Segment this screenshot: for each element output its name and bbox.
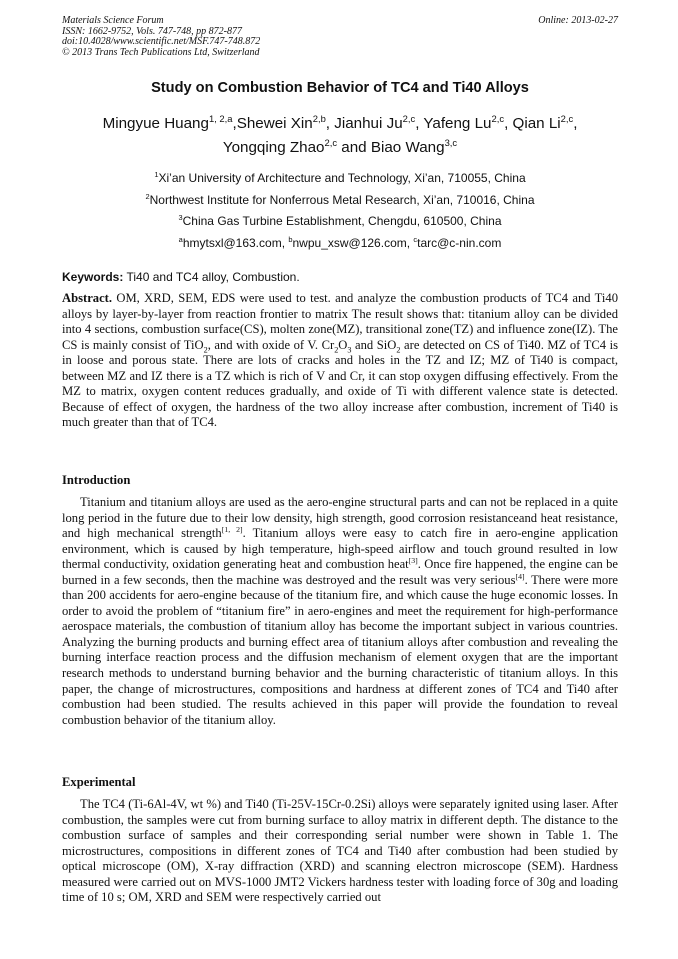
abstract-text: OM, XRD, SEM, EDS were used to test. and analyze the combustion products of TC4 and Ti40 alloys by layer-by-layer from reaction frontier to matrix The result shows that: titanium alloy can be divided into 4 sections, combustion surface(CS), molten zone(MZ), transitional zone(TZ) and influence zone(IZ). The CS is mainly consist of TiO [62, 291, 618, 352]
author-list [62, 112, 618, 160]
author-name: Shewei Xin [236, 115, 313, 132]
author-sup: 2,c [402, 112, 416, 124]
author-name: Biao Wang [370, 139, 445, 156]
author-sep: , [325, 115, 335, 132]
citation: [3] [408, 556, 418, 565]
subscript: 2 [203, 345, 208, 355]
affiliation-text: China Gas Turbine Establishment, Chengdu, 610500, China [182, 214, 502, 229]
online-date: Online: 2013-02-27 [538, 15, 618, 26]
email-sup: b [288, 234, 293, 244]
author-line-1 [62, 112, 618, 136]
author-sup: 2,c [324, 136, 338, 148]
author-sup: 2,c [491, 112, 505, 124]
affiliation-sup: 1 [154, 170, 159, 179]
experimental-text: The TC4 (Ti-6Al-4V, wt %) and Ti40 (Ti-25V-15Cr-0.2Si) alloys were separately ignited using laser. After combustion, the samples were cut from burning surface to alloy matrix in different depth. The distance to the combustion surface of samples and their corresponding serial number were shown in Table 1. The microstructures, compositions in different zones of TC4 and Ti40 after combustion had been studied by optical microscope (OM), X-ray diffraction (XRD) and scanning electron microscope (SEM). Hardness measured were carried out on MVS-1000 JMT2 Vickers hardness tester with loading force of 30g and loading time of 10 s; OM, XRD and SEM were respectively carried out [62, 797, 618, 905]
copyright-line: © 2013 Trans Tech Publications Ltd, Switzerland [62, 46, 260, 58]
intro-text: Titanium and titanium alloys are used as the aero-engine structural parts and can not be replaced in a quite long period in the future due to their low density, high strength, good corrosion resistanceand heat resistance, and high mechanical strength [62, 495, 618, 541]
author-sep: and [337, 139, 371, 156]
author-sep: , [573, 115, 578, 132]
experimental-paragraph [62, 797, 618, 906]
affiliation-list [62, 168, 618, 254]
intro-text: . Titanium alloys were easy to catch fire in aero-engine application environment, which is caused by high temperature, high-speed airflow and touch ground resulted in low thermal conductivity, oxidation generating heat and combustion heat [62, 526, 618, 572]
affiliation-item [62, 211, 618, 233]
keywords [62, 270, 618, 284]
author-name: Yafeng Lu [423, 115, 492, 132]
author-name: Yongqing Zhao [222, 139, 325, 156]
affiliation-item [62, 168, 618, 190]
email-text: nwpu_xsw@126.com, [292, 235, 414, 250]
email-sup: c [413, 234, 418, 244]
author-sup: 2,b [312, 112, 326, 124]
issn-line: ISSN: 1662-9752, Vols. 747-748, pp 872-877 [62, 25, 242, 37]
journal-header [62, 16, 618, 58]
keywords-text: Ti40 and TC4 alloy, Combustion. [126, 270, 300, 284]
abstract [62, 291, 618, 431]
author-sep: , [415, 115, 424, 132]
email-line [62, 233, 618, 255]
doi-line: doi:10.4028/www.scientific.net/MSF.747-748.872 [62, 36, 261, 48]
citation: [1, 2] [221, 524, 243, 534]
intro-text: . There were more than 200 accidents for aero-engine because of the titanium fire, and which cause the huge economic losses. In order to avoid the problem of “titanium fire” in aero-engines and meet the requirement for high-performance aerospace materials, the combustion of titanium alloy has become the important subject in various countries. Analyzing the burning products and burning effect area of titanium alloys after combustion and revealing the burning interface reaction process and the diffusion mechanism of element oxygen that are the important research methods to understand burning behavior and the burning characteristic of titanium alloys. In this paper, the change of microstructures, compositions and hardness at different zones of TC4 and Ti40 after combustion had been studied. The results achieved in this paper will provide the foundation to reveal combustion behavior of the titanium alloy. [62, 572, 618, 727]
author-name: Jianhui Ju [334, 115, 403, 132]
affiliation-sup: 2 [145, 191, 150, 201]
keywords-label: Keywords: [62, 270, 124, 284]
author-sep: , [232, 115, 237, 132]
author-sup: 3,c [444, 136, 458, 148]
author-sup: 2,c [560, 112, 574, 124]
subscript: 3 [347, 345, 352, 355]
affiliation-text: Xi’an University of Architecture and Technology, Xi’an, 710055, China [158, 171, 526, 185]
affiliation-text: Northwest Institute for Nonferrous Metal Research, Xi’an, 710016, China [149, 192, 535, 207]
author-sep: , [504, 115, 513, 132]
subscript: 2 [334, 345, 339, 355]
journal-name: Materials Science Forum [62, 15, 164, 26]
email-text: tarc@c-nin.com [417, 235, 502, 250]
abstract-text: and SiO [351, 337, 397, 352]
author-sup: 1, 2,a [208, 112, 233, 124]
author-name: Qian Li [512, 115, 561, 132]
paper-title: Study on Combustion Behavior of TC4 and Ti40 Alloys [151, 80, 529, 96]
author-line-2 [62, 136, 618, 160]
introduction-paragraph [62, 495, 618, 728]
affiliation-sup: 3 [178, 213, 183, 223]
intro-text: . Once fire happened, the engine can be burned in a few seconds, then the machine was destroyed and the result was very serious [62, 557, 618, 587]
email-sup: a [178, 234, 183, 244]
abstract-text: are detected on CS of Ti40. MZ of TC4 is in loose and porous state. There are lots of cracks and holes in the TZ and IZ; MZ of Ti40 is compact, between MZ and IZ there is a TZ which is rich of V and Cr, it can stop oxygen diffusing effectively. From the MZ to matrix, oxygen content reduces gradually, and oxide of Ti with different valence state is detected. Because of effect of oxygen, the hardness of the two alloy increase after combustion, increment of Ti40 is much greater than that of TC4. [62, 337, 618, 430]
author-name: Mingyue Huang [102, 115, 209, 132]
affiliation-item [62, 190, 618, 212]
abstract-text: O [338, 337, 348, 352]
abstract-label: Abstract. [62, 291, 113, 305]
abstract-text: , and with oxide of V. Cr [207, 337, 335, 352]
experimental-heading: Experimental [62, 775, 136, 789]
email-text: hmytsxl@163.com, [182, 235, 289, 250]
citation: [4] [515, 571, 525, 581]
subscript: 2 [396, 345, 401, 355]
introduction-heading: Introduction [62, 473, 131, 487]
